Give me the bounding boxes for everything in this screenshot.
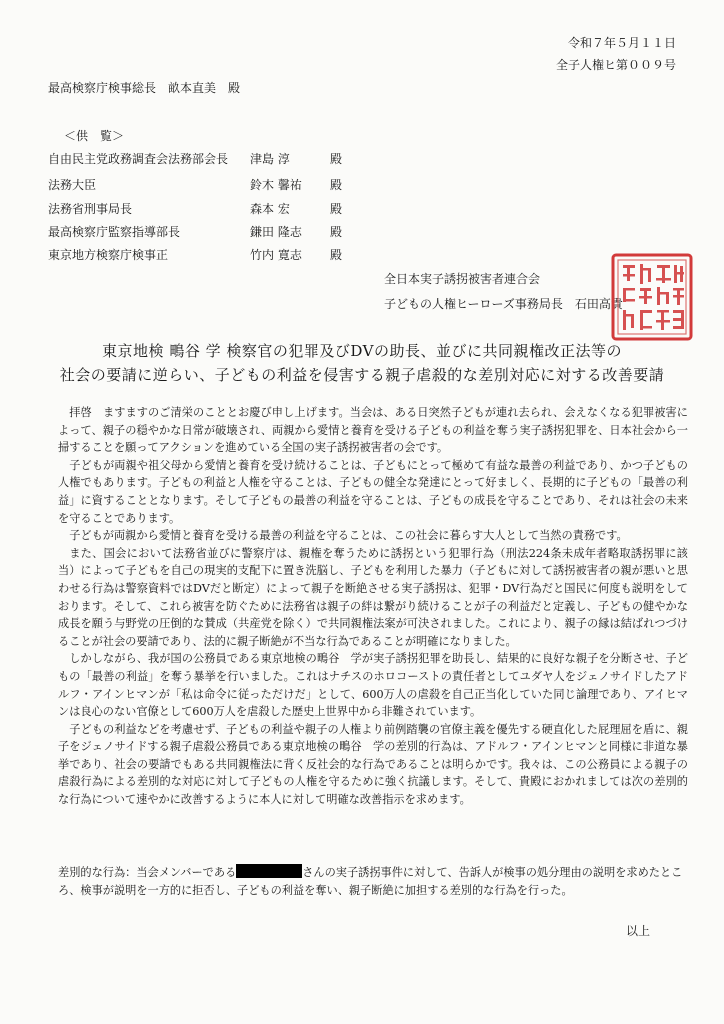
redacted-name [236,864,302,878]
red-seal-stamp [610,252,694,342]
discrimination-label: 差別的な行為：当会メンバーである [58,866,237,879]
cc-name: 鈴木 馨祐 [250,178,302,192]
cc-title: 東京地方検察庁検事正 [48,248,169,262]
body-paragraph: また、国会において法務省並びに警察庁は、親権を奪うために誘拐という犯罪行為（刑法224条未成年者略取誘拐罪に該当）によって子どもを自己の現実的支配下に置き洗脳し、子どもを利用した暴力（子どもに対して誘拐被害者の親が悪いと思わせる行為は警察資料ではDVだと断定）によって親子を断絶させる実子誘拐は、犯罪・DV行為だと国民に何度も説明をしております。そして、これら被害を防ぐために法務省は親子の絆は繋がり続けることが子の利益だと定義し、子どもの健やかな成長を願う与野党の圧倒的な賛成（共産党を除く）で共同親権法案が可決されました。これにより、親子の縁は結ばれつづけることが社会の要請であり、法的に親子断絶が不当な行為であることが明確になりました。 [58,546,688,648]
addressee: 最高検察庁検事総長 畝本直美 殿 [48,81,241,95]
discrimination-text: さんの実子誘拐事件に対して、告訴人が検事の処分理由の説明を求めたところ、検事が説明を一方的に拒否し、子どもの利益を奪い、親子断絶に加担する差別的な行為を行った。 [58,866,683,897]
cc-name: 鎌田 隆志 [250,225,302,239]
document-date: 令和７年５月１１日 [567,36,676,50]
cc-honorific: 殿 [330,178,343,192]
cc-honorific: 殿 [330,152,343,166]
discrimination-statement [58,864,688,900]
letter-body [58,404,688,809]
cc-title: 法務大臣 [48,178,97,192]
cc-honorific: 殿 [330,248,343,262]
document-title-line-1: 東京地検 鴫谷 学 検察官の犯罪及びDVの助長、並びに共同親権改正法等の [102,342,622,360]
body-paragraph: 子どもの利益などを考慮せず、子どもの利益や親子の人権より前例踏襲の官僚主義を優先する硬直化した屁理屈を盾に、親子をジェノサイドする親子虐殺公務員である東京地検の鴫谷 学の差別的行為は、アドルフ・アインヒマンと同様に非道な暴挙であり、社会の要請でもある共同親権法に背く反社会的な行為であることは明らかです。我々は、この公務員による親子の虐殺行為による差別的な対応に対して子どもの人権を守るために強く抗議します。そして、貴殿におかれましては次の差別的な行為について速やかに改善するように本人に対して明確な改善指示を求めます。 [58,722,688,807]
cc-name: 竹内 寛志 [250,248,302,262]
cc-label: ＜供 覧＞ [64,129,125,143]
sender-office: 子どもの人権ヒーローズ事務局長 石田高貴 [384,297,623,311]
cc-title: 自由民主党政務調査会法務部会長 [48,152,229,166]
document-title-line-2: 社会の要請に逆らい、子どもの利益を侵害する親子虐殺的な差別対応に対する改善要請 [59,366,665,384]
cc-honorific: 殿 [330,225,343,239]
sender-org: 全日本実子誘拐被害者連合会 [384,272,541,286]
closing-mark: 以上 [626,924,651,938]
cc-honorific: 殿 [330,202,343,216]
body-paragraph: しかしながら、我が国の公務員である東京地検の鴫谷 学が実子誘拐犯罪を助長し、結果的に良好な親子を分断させ、子どもの「最善の利益」を奪う暴挙を行いました。これはナチスのホロコーストの責任者としてユダヤ人をジェノサイドしたアドルフ・アインヒマンが「私は命令に従っただけだ」として、600万人の虐殺を自己正当化していた同じ論理であり、アイヒマンは良心のない官僚として600万人を虐殺した歴史上世界中から非難されています。 [58,652,688,719]
cc-title: 法務省刑事局長 [48,202,133,216]
cc-title: 最高検察庁監察指導部長 [48,225,181,239]
body-paragraph: 拝啓 ますますのご清栄のこととお慶び申し上げます。当会は、ある日突然子どもが連れ去られ、会えなくなる犯罪被害によって、親子の穏やかな日常が破壊され、両親から愛情と養育を受ける子どもの利益を奪う実子誘拐犯罪を、日本社会から一掃することを願ってアクションを進めている全国の実子誘拐被害者の会です。 [58,406,688,455]
document-number: 全子人権ヒ第００９号 [555,58,676,72]
body-paragraph: 子どもが両親から愛情と養育を受ける最善の利益を守ることは、この社会に暮らす大人として当然の責務です。 [69,529,628,543]
cc-name: 森本 宏 [250,202,290,216]
cc-name: 津島 淳 [250,152,290,166]
body-paragraph: 子どもが両親や祖父母から愛情と養育を受け続けることは、子どもにとって極めて有益な最善の利益であり、かつ子どもの人権でもあります。子どもの利益と人権を守ることは、子どもの健全な発達にとって好ましく、長期的に子どもの「最善の利益」に資することとなります。そして子どもの最善の利益を守ることは、子どもの成長を守ることであり、それは社会の未来を守ることであります。 [58,458,688,525]
